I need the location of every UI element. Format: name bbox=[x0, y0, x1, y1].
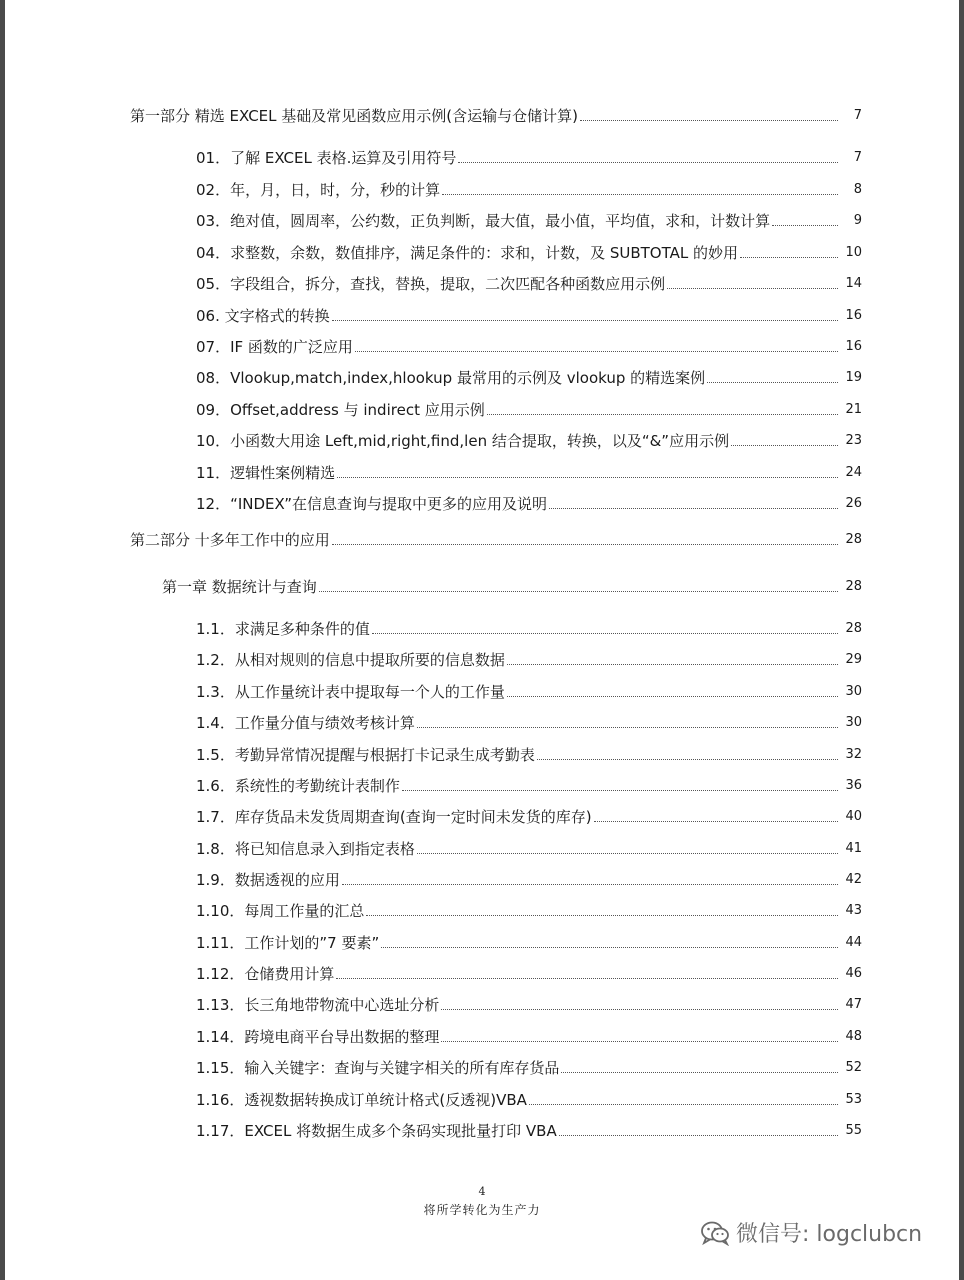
toc-entry-page: 53 bbox=[845, 1092, 862, 1107]
toc-entry-page: 40 bbox=[845, 809, 862, 824]
toc-entry bbox=[196, 743, 862, 765]
toc-entry-title: 07．IF 函数的广泛应用 bbox=[196, 338, 353, 356]
toc-entry-title: 04．求整数，余数，数值排序，满足条件的：求和，计数，及 SUBTOTAL 的妙用 bbox=[196, 244, 739, 262]
toc-entry-title: 1.6．系统性的考勤统计表制作 bbox=[196, 777, 400, 795]
toc-dot-leader bbox=[667, 288, 838, 289]
toc-dot-leader bbox=[366, 915, 838, 916]
toc-entry-page: 36 bbox=[845, 778, 862, 793]
toc-entry bbox=[196, 931, 862, 953]
toc-entry-page: 9 bbox=[853, 213, 862, 228]
toc-dot-leader bbox=[381, 947, 838, 948]
toc-entry-title: 08．Vlookup,match,index,hlookup 最常用的示例及 vlookup 的精选案例 bbox=[196, 369, 706, 387]
toc-dot-leader bbox=[319, 591, 838, 592]
toc-dot-leader bbox=[332, 544, 838, 545]
toc-entry bbox=[196, 899, 862, 921]
toc-dot-leader bbox=[342, 884, 838, 885]
toc-entry-page: 7 bbox=[853, 150, 862, 165]
toc-entry-page: 32 bbox=[845, 747, 862, 762]
toc-entry-page: 28 bbox=[845, 532, 862, 547]
toc-entry-page: 16 bbox=[845, 339, 862, 354]
toc-entry-page: 23 bbox=[845, 433, 862, 448]
toc-entry-title: 第二部分 十多年工作中的应用 bbox=[130, 531, 330, 549]
toc-entry bbox=[196, 366, 862, 388]
toc-entry-title: 1.11．工作计划的”7 要素” bbox=[196, 934, 380, 952]
toc-dot-leader bbox=[337, 477, 838, 478]
toc-entry-title: 第一部分 精选 EXCEL 基础及常见函数应用示例(含运输与仓储计算) bbox=[130, 107, 578, 125]
toc-dot-leader bbox=[441, 1041, 838, 1042]
toc-entry-title: 1.17．EXCEL 将数据生成多个条码实现批量打印 VBA bbox=[196, 1122, 557, 1140]
toc-entry bbox=[196, 1025, 862, 1047]
toc-dot-leader bbox=[549, 508, 838, 509]
toc-entry-title: 1.9．数据透视的应用 bbox=[196, 871, 340, 889]
toc-entry-page: 21 bbox=[845, 402, 862, 417]
toc-dot-leader bbox=[441, 1009, 838, 1010]
toc-entry-page: 44 bbox=[845, 935, 862, 950]
toc-entry-page: 16 bbox=[845, 308, 862, 323]
toc-entry-page: 41 bbox=[845, 841, 862, 856]
toc-entry-title: 1.3．从工作量统计表中提取每一个人的工作量 bbox=[196, 683, 505, 701]
toc-entry-title: 01．了解 EXCEL 表格.运算及引用符号 bbox=[196, 149, 457, 167]
toc-entry-title: 09．Offset,address 与 indirect 应用示例 bbox=[196, 401, 485, 419]
toc-entry bbox=[196, 461, 862, 483]
toc-dot-leader bbox=[507, 696, 838, 697]
toc-entry bbox=[196, 335, 862, 357]
toc-dot-leader bbox=[417, 853, 838, 854]
wechat-id: 微信号: logclubcn bbox=[736, 1222, 923, 1247]
toc-entry-page: 30 bbox=[845, 715, 862, 730]
toc-entry bbox=[196, 711, 862, 733]
toc-dot-leader bbox=[442, 194, 838, 195]
toc-entry-page: 48 bbox=[845, 1029, 862, 1044]
toc-dot-leader bbox=[487, 414, 838, 415]
toc-entry-title: 1.4．工作量分值与绩效考核计算 bbox=[196, 714, 415, 732]
toc-entry bbox=[196, 492, 862, 514]
toc-dot-leader bbox=[537, 759, 838, 760]
toc-entry-title: 02．年，月，日，时，分，秒的计算 bbox=[196, 181, 441, 199]
toc-entry-title: 1.7．库存货品未发货周期查询(查询一定时间未发货的库存) bbox=[196, 808, 592, 826]
toc-dot-leader bbox=[355, 351, 838, 352]
toc-entry bbox=[196, 680, 862, 702]
wechat-icon bbox=[700, 1220, 730, 1246]
toc-entry-title: 11．逻辑性案例精选 bbox=[196, 464, 336, 482]
toc-entry-title: 1.1．求满足多种条件的值 bbox=[196, 620, 370, 638]
toc-dot-leader bbox=[580, 120, 838, 121]
toc-entry-title: 1.16．透视数据转换成订单统计格式(反透视)VBA bbox=[196, 1091, 527, 1109]
toc-entry bbox=[196, 1088, 862, 1110]
toc-entry bbox=[196, 617, 862, 639]
toc-entry-page: 28 bbox=[845, 579, 862, 594]
toc-entry bbox=[196, 1119, 862, 1141]
toc-entry bbox=[196, 993, 862, 1015]
toc-entry-page: 14 bbox=[845, 276, 862, 291]
toc-dot-leader bbox=[772, 225, 838, 226]
toc-entry-page: 47 bbox=[845, 997, 862, 1012]
toc-entry-page: 43 bbox=[845, 903, 862, 918]
toc-entry-page: 7 bbox=[853, 108, 862, 123]
toc-dot-leader bbox=[740, 257, 838, 258]
toc-entry-title: 06. 文字格式的转换 bbox=[196, 307, 330, 325]
toc-entry-page: 24 bbox=[845, 465, 862, 480]
footer-slogan: 将所学转化为生产力 bbox=[423, 1203, 541, 1217]
toc-dot-leader bbox=[372, 633, 838, 634]
toc-entry-title: 第一章 数据统计与查询 bbox=[162, 578, 317, 596]
toc-entry-title: 1.14．跨境电商平台导出数据的整理 bbox=[196, 1028, 440, 1046]
toc-entry-page: 42 bbox=[845, 872, 862, 887]
toc-entry-page: 52 bbox=[845, 1060, 862, 1075]
toc-entry bbox=[196, 209, 862, 231]
toc-dot-leader bbox=[594, 821, 838, 822]
toc-entry-page: 46 bbox=[845, 966, 862, 981]
toc-entry-title: 05．字段组合，拆分，查找，替换，提取，二次匹配各种函数应用示例 bbox=[196, 275, 666, 293]
page-number: 4 bbox=[478, 1185, 486, 1198]
toc-entry-page: 26 bbox=[845, 496, 862, 511]
toc-entry-page: 10 bbox=[845, 245, 862, 260]
toc-entry-title: 10．小函数大用途 Left,mid,right,find,len 结合提取，转换，以及“&”应用示例 bbox=[196, 432, 730, 450]
toc-entry bbox=[196, 272, 862, 294]
toc-entry bbox=[196, 178, 862, 200]
toc-dot-leader bbox=[332, 320, 838, 321]
toc-entry bbox=[196, 304, 862, 326]
toc-entry-title: 1.2．从相对规则的信息中提取所要的信息数据 bbox=[196, 651, 505, 669]
toc-dot-leader bbox=[417, 727, 838, 728]
toc-entry-title: 12．“INDEX”在信息查询与提取中更多的应用及说明 bbox=[196, 495, 547, 513]
toc-entry-title: 1.10．每周工作量的汇总 bbox=[196, 902, 365, 920]
toc-entry-page: 8 bbox=[853, 182, 862, 197]
toc-entry bbox=[196, 837, 862, 859]
toc-entry bbox=[196, 962, 862, 984]
toc-entry bbox=[196, 398, 862, 420]
toc-entry-page: 30 bbox=[845, 684, 862, 699]
toc-entry bbox=[196, 774, 862, 796]
toc-dot-leader bbox=[402, 790, 838, 791]
wechat-watermark bbox=[700, 1217, 922, 1248]
toc-dot-leader bbox=[336, 978, 838, 979]
toc-entry-title: 1.5．考勤异常情况提醒与根据打卡记录生成考勤表 bbox=[196, 746, 535, 764]
toc-entry bbox=[196, 648, 862, 670]
toc-entry-title: 03．绝对值，圆周率，公约数，正负判断，最大值，最小值，平均值，求和，计数计算 bbox=[196, 212, 771, 230]
toc-entry-page: 55 bbox=[845, 1123, 862, 1138]
toc-entry bbox=[196, 1056, 862, 1078]
toc-entry bbox=[162, 575, 862, 597]
toc-entry bbox=[196, 241, 862, 263]
toc-entry bbox=[130, 104, 862, 126]
toc-entry-page: 28 bbox=[845, 621, 862, 636]
toc-entry-title: 1.12．仓储费用计算 bbox=[196, 965, 335, 983]
toc-entry-title: 1.15．输入关键字：查询与关键字相关的所有库存货品 bbox=[196, 1059, 560, 1077]
toc-dot-leader bbox=[529, 1104, 838, 1105]
toc-entry bbox=[196, 429, 862, 451]
toc-entry-page: 19 bbox=[845, 370, 862, 385]
toc-entry bbox=[196, 805, 862, 827]
toc-dot-leader bbox=[731, 445, 838, 446]
toc-dot-leader bbox=[507, 664, 838, 665]
toc-dot-leader bbox=[458, 162, 838, 163]
toc-dot-leader bbox=[707, 382, 838, 383]
document-page bbox=[5, 0, 959, 1280]
toc-entry-page: 29 bbox=[845, 652, 862, 667]
toc-entry-title: 1.8．将已知信息录入到指定表格 bbox=[196, 840, 415, 858]
toc-entry bbox=[196, 868, 862, 890]
toc-entry-title: 1.13．长三角地带物流中心选址分析 bbox=[196, 996, 440, 1014]
toc-entry bbox=[130, 528, 862, 550]
toc-entry bbox=[196, 146, 862, 168]
toc-dot-leader bbox=[561, 1072, 838, 1073]
toc-dot-leader bbox=[559, 1135, 838, 1136]
